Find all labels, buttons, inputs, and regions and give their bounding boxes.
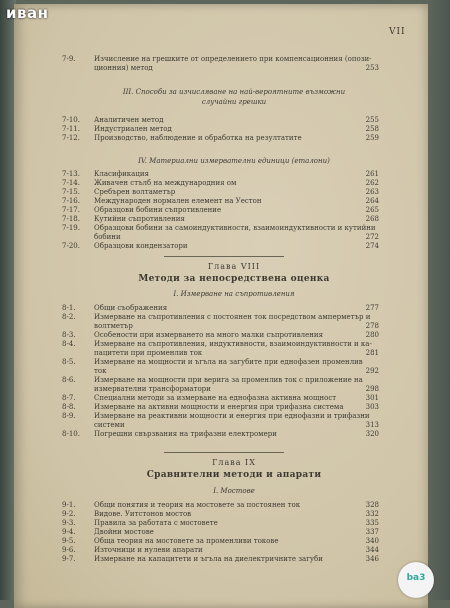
toc-entry-title: измервателни трансформатори: [94, 385, 211, 393]
toc-entry-title: Измерване на мощности и ъгъла на загубите при еднофазен променлив: [94, 358, 363, 366]
toc-entry-number: 8-2.: [62, 313, 76, 321]
toc-entry-title: Образцови кондензатори: [94, 242, 188, 250]
toc-entry-page: 303: [365, 403, 379, 411]
page-number: VII: [389, 27, 406, 37]
toc-entry-page: 272: [365, 233, 379, 241]
toc-entry-title: Измерване на съпротивления с постоянен ток посредством амперметър и: [94, 313, 371, 321]
toc-entry-page: 320: [365, 430, 379, 438]
toc-entry-number: 8-10.: [62, 430, 80, 438]
toc-entry-title: волтметър: [94, 322, 133, 330]
toc-entry-title: Измерване на мощности при верига за променлив ток с приложение на: [94, 376, 363, 384]
toc-entry-page: 261: [365, 170, 379, 178]
toc-entry-page: 274: [365, 242, 379, 250]
toc-entry-page: 281: [365, 349, 379, 357]
toc-entry-page: 264: [365, 197, 379, 205]
toc-entry-title: Измерване на съпротивления, индуктивности, взаимоиндуктивности и ка-: [94, 340, 372, 348]
toc-entry-page: 337: [365, 528, 379, 536]
section-heading: I. Мостове: [213, 487, 255, 495]
toc-entry-number: 7-16.: [62, 197, 80, 205]
toc-entry-title: Обща теория на мостовете за променливи токове: [94, 537, 279, 545]
toc-entry-number: 8-6.: [62, 376, 76, 384]
chapter-label: Глава VIII: [207, 262, 261, 271]
section-heading: IV. Материални измервателни единици (еталони): [138, 157, 330, 165]
chapter-divider: [164, 256, 284, 257]
toc-entry-page: 265: [365, 206, 379, 214]
toc-entry-page: 262: [365, 179, 379, 187]
toc-entry-number: 8-7.: [62, 394, 76, 402]
toc-entry-number: 7-14.: [62, 179, 80, 187]
toc-entry-number: 8-8.: [62, 403, 76, 411]
toc-entry-title: системи: [94, 421, 125, 429]
toc-entry-title: Индустриален метод: [94, 125, 172, 133]
chapter-divider: [164, 452, 284, 453]
section-heading: случайни грешки: [201, 98, 267, 106]
toc-entry-title: Погрешни свързвания на трифазни електромери: [94, 430, 277, 438]
toc-entry-page: 278: [365, 322, 379, 330]
toc-entry-page: 253: [365, 64, 379, 72]
toc-entry-page: 344: [365, 546, 379, 554]
toc-entry-page: 292: [365, 367, 379, 375]
toc-entry-number: 7-11.: [62, 125, 80, 133]
toc-entry-number: 8-9.: [62, 412, 76, 420]
toc-entry-number: 7-10.: [62, 116, 80, 124]
toc-entry-title: ционния) метод: [94, 64, 153, 72]
toc-entry-number: 9-4.: [62, 528, 76, 536]
toc-entry-title: Двойни мостове: [94, 528, 154, 536]
toc-entry-page: 255: [365, 116, 379, 124]
toc-entry-page: 301: [365, 394, 379, 402]
toc-entry-page: 268: [365, 215, 379, 223]
toc-entry-page: 313: [365, 421, 379, 429]
toc-entry-number: 8-4.: [62, 340, 76, 348]
page-edge: [428, 0, 450, 600]
toc-entry-title: Измерване на капацитети и ъгъла на диелектричните загуби: [94, 555, 323, 563]
toc-entry-title: Кутийни съпротивления: [94, 215, 185, 223]
toc-entry-number: 7-13.: [62, 170, 80, 178]
toc-entry-number: 7-17.: [62, 206, 80, 214]
toc-entry-number: 8-5.: [62, 358, 76, 366]
toc-entry-page: 335: [365, 519, 379, 527]
toc-entry-title: Измерване на реактивни мощности и енергия при еднофазни и трифазни: [94, 412, 370, 420]
toc-entry-number: 7-18.: [62, 215, 80, 223]
toc-entry-title: Образцови бобини съпротивление: [94, 206, 222, 214]
toc-entry-title: Особености при измерването на много малки съпротивления: [94, 331, 323, 339]
toc-entry-title: Производство, наблюдение и обработка на резултатите: [94, 134, 302, 142]
toc-entry-title: Източници и нулеви апарати: [94, 546, 203, 554]
toc-entry-page: 346: [365, 555, 379, 563]
section-heading: I. Измерване на съпротивления: [173, 290, 295, 298]
toc-entry-number: 7-15.: [62, 188, 80, 196]
toc-entry-number: 8-3.: [62, 331, 76, 339]
toc-entry-page: 298: [365, 385, 379, 393]
toc-entry-page: 277: [365, 304, 379, 312]
toc-entry-title: Международен нормален елемент на Уестон: [94, 197, 262, 205]
chapter-title: Методи за непосредствена оценка: [138, 274, 330, 284]
toc-entry-title: Аналитичен метод: [94, 116, 164, 124]
toc-entry-page: 263: [365, 188, 379, 196]
toc-entry-title: Живачен стълб на международния ом: [94, 179, 237, 187]
toc-entry-page: 259: [365, 134, 379, 142]
bazar-logo: [398, 562, 434, 598]
toc-entry-title: Общи съображения: [94, 304, 168, 312]
toc-entry-page: 328: [365, 501, 379, 509]
toc-entry-page: 280: [365, 331, 379, 339]
toc-entry-title: пацитети при променлив ток: [94, 349, 203, 357]
toc-entry-page: 332: [365, 510, 379, 518]
toc-entry-page: 340: [365, 537, 379, 545]
toc-entry-title: Правила за работата с мостовете: [94, 519, 218, 527]
toc-entry-page: 258: [365, 125, 379, 133]
toc-entry-number: 7-19.: [62, 224, 80, 232]
toc-entry-title: Изчисление на грешките от определението при компенсационния (опози-: [94, 55, 372, 63]
toc-entry-number: 9-7.: [62, 555, 76, 563]
toc-entry-number: 7-12.: [62, 134, 80, 142]
toc-entry-number: 9-1.: [62, 501, 76, 509]
toc-entry-title: Измерване на активни мощности и енергия при трифазна система: [94, 403, 344, 411]
toc-entry-number: 7-20.: [62, 242, 80, 250]
toc-entry-title: Класификация: [94, 170, 149, 178]
toc-entry-title: бобини: [94, 233, 121, 241]
toc-entry-number: 8-1.: [62, 304, 76, 312]
chapter-label: Глава IX: [212, 458, 256, 467]
toc-entry-number: 7-9.: [62, 55, 76, 63]
toc-entry-number: 9-3.: [62, 519, 76, 527]
logo-text: ba3: [406, 573, 426, 583]
toc-entry-number: 9-5.: [62, 537, 76, 545]
book-page: [14, 4, 428, 608]
toc-entry-title: Общи понятия и теория на мостовете за постоянен ток: [94, 501, 301, 509]
toc-entry-title: ток: [94, 367, 107, 375]
watermark-label: иван: [6, 4, 49, 22]
chapter-title: Сравнителни методи и апарати: [146, 470, 322, 480]
toc-entry-number: 9-2.: [62, 510, 76, 518]
toc-entry-title: Образцови бобини за самоиндуктивности, взаимоиндуктивности и кутийни: [94, 224, 376, 232]
toc-entry-title: Сребърен волтаметър: [94, 188, 176, 196]
toc-entry-title: Специални методи за измерване на еднофазна активна мощност: [94, 394, 337, 402]
section-heading: III. Способи за изчисляване на най-вероятните възможни: [122, 88, 346, 96]
toc-entry-title: Видове. Уитстонов мостов: [94, 510, 192, 518]
toc-entry-number: 9-6.: [62, 546, 76, 554]
